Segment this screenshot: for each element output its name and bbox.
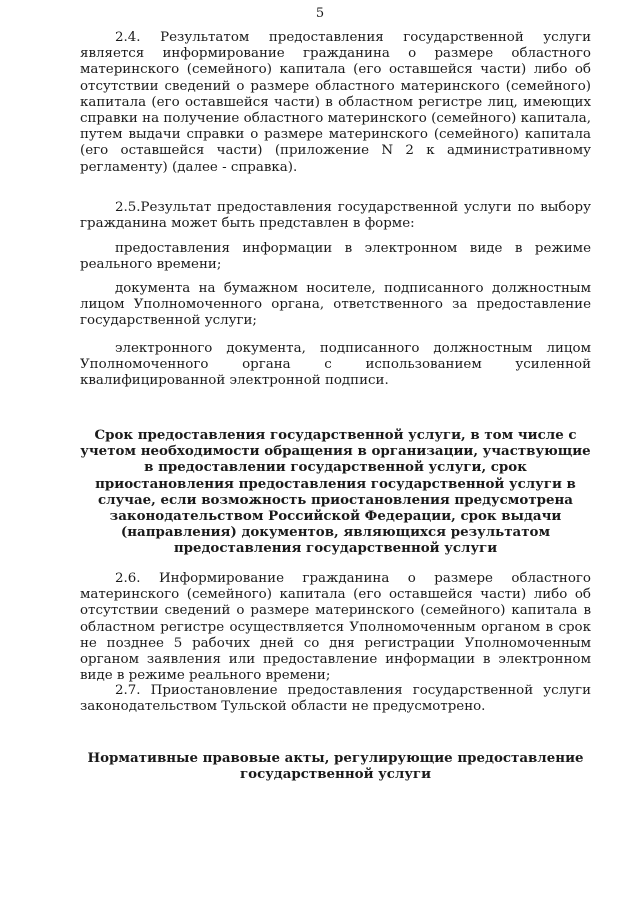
paragraph-2-4: 2.4. Результатом предоставления государственной услуги является информирование гражданина о размере областного материнского (семейного) капитала (его оставшейся части) либо об отсутствии сведений о размере областного материнского (семейного) капитала (его оставшейся части) в областном регистре лиц, имеющих справки на получение областного материнского (семейного) капитала, путем выдачи справки о размере материнского (семейного) капитала (его оставшейся части) (приложение N 2 к административному регламенту) (далее - справка). xyxy=(80,30,591,175)
section-heading-legal-acts: Нормативные правовые акты, регулирующие предоставление государственной услуги xyxy=(87,750,584,783)
page-number: 5 xyxy=(315,6,325,21)
paragraph-2-7: 2.7. Приостановление предоставления государственной услуги законодательством Тульской области не предусмотрено. xyxy=(80,683,591,715)
paragraph-form-electronic: предоставления информации в электронном виде в режиме реального времени; xyxy=(80,241,591,273)
section-heading-term: Срок предоставления государственной услуги, в том числе с учетом необходимости обращения в организации, участвующие в предоставлении государственной услуги, срок приостановления предоставления государственной услуги в случае, если возможность приостановления предусмотрена законодательством Российской Федерации, срок выдачи (направления) документов, являющихся результатом предоставления государственной услуги xyxy=(80,427,591,557)
paragraph-2-5: 2.5.Результат предоставления государственной услуги по выбору гражданина может быть представлен в форме: xyxy=(80,200,591,232)
paragraph-form-paper: документа на бумажном носителе, подписанного должностным лицом Уполномоченного органа, ответственного за предоставление государственной услуги; xyxy=(80,281,591,329)
paragraph-form-edoc: электронного документа, подписанного должностным лицом Уполномоченного органа с использованием усиленной квалифицированной электронной подписи. xyxy=(80,341,591,389)
paragraph-2-6: 2.6. Информирование гражданина о размере областного материнского (семейного) капитала (его оставшейся части) либо об отсутствии сведений о размере материнского (семейного) капитала в областном регистре осуществляется Уполномоченным органом в срок не позднее 5 рабочих дней со дня регистрации Уполномоченным органом заявления или предоставление информации в электронном виде в режиме реального времени; xyxy=(80,571,591,684)
